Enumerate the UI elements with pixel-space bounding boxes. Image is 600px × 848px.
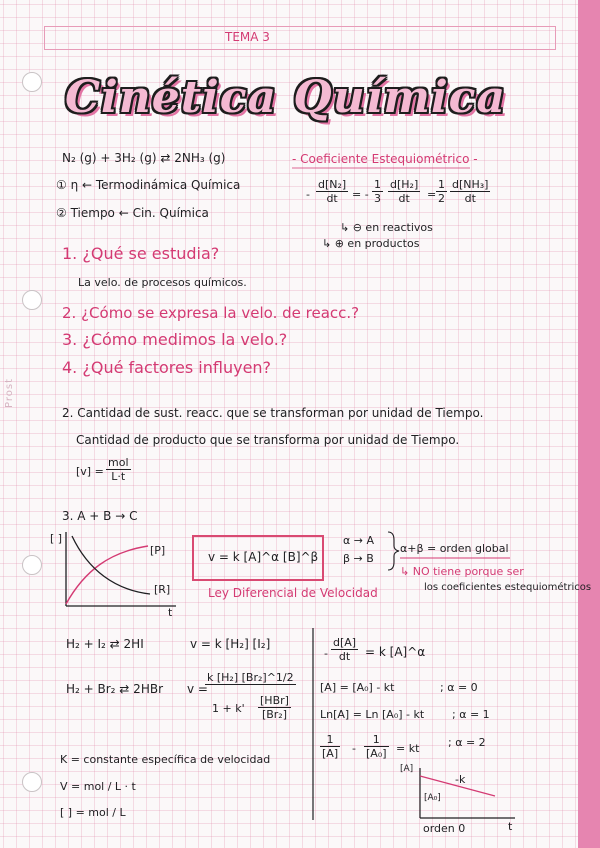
rate-hbr-numerator: k [H₂] [Br₂]^1/2 [207, 671, 294, 684]
order-zero-graph [420, 768, 515, 818]
concentration-graph [66, 532, 176, 606]
brand-watermark: Prost [4, 378, 15, 408]
order-zero-line [420, 776, 495, 796]
brace [388, 532, 399, 570]
coeficiente-title: - Coeficiente Estequiométrico - [292, 152, 478, 166]
alpha-label: α → A [343, 534, 374, 547]
rate-hbr-denominator: 1 + k' [212, 702, 245, 715]
graph2-a0-label: [A₀] [424, 793, 441, 803]
integrated-order-0: [A] = [A₀] - kt [320, 681, 395, 694]
order-global: α+β = orden global [400, 542, 509, 555]
v-units: V = mol / L · t [60, 780, 136, 793]
diff-rhs: = k [A]^α [365, 645, 426, 659]
graph-label-p: [P] [150, 544, 166, 557]
answer-2-line-2: Cantidad de producto que se transforma por unidad de Tiempo. [76, 433, 460, 447]
rate-frac-n2: $\frac{\text{d[N₂]}}{dt}$ [318, 178, 347, 205]
rate-hi: v = k [H₂] [I₂] [190, 637, 271, 651]
graph2-t-label: t [508, 820, 513, 833]
pos-productos: ↳ ⊕ en productos [322, 237, 420, 250]
question-4: 4. ¿Qué factores influyen? [62, 358, 272, 377]
eq-hi: H₂ + I₂ ⇄ 2HI [66, 637, 144, 651]
rate-frac-third: $\frac{1}{3}$ [374, 178, 381, 205]
question-2: 2. ¿Cómo se expresa la velo. de reacc.? [62, 304, 360, 322]
question-1: 1. ¿Qué se estudia? [62, 244, 220, 263]
diff-sign: - [324, 647, 328, 660]
conc-units: [ ] = mol / L [60, 806, 126, 819]
item-termodinamica: ① η ← Termodinámica Química [56, 178, 241, 192]
graph2-slope-label: -k [455, 773, 466, 786]
rate-frac-nh3: $\frac{\text{d[NH₃]}}{dt}$ [452, 178, 489, 205]
integrated-order-2-a: $\frac{1}{[A]}$ [322, 733, 339, 760]
rate-law: v = k [A]^α [B]^β [208, 550, 319, 564]
reactant-curve [72, 536, 150, 594]
no-text-2: los coeficientes estequiométricos [424, 582, 592, 593]
integrated-order-2-b: $\frac{1}{\text{[A₀]}}$ [366, 733, 387, 760]
question-3: 3. ¿Cómo medimos la velo.? [62, 330, 288, 349]
units-frac: mol L·t [108, 456, 129, 483]
rate-frac-half: $\frac{1}{2}$ [438, 178, 445, 205]
graph-label-r: [R] [154, 583, 171, 596]
section3-reaction: 3. A + B → C [62, 509, 138, 523]
eq-hbr: H₂ + Br₂ ⇄ 2HBr [66, 682, 164, 696]
no-text: ↳ NO tiene porque ser [400, 565, 524, 578]
graph2-x-label: orden 0 [423, 822, 466, 835]
law-name: Ley Diferencial de Velocidad [208, 586, 378, 600]
answer-1: La velo. de procesos químicos. [78, 276, 247, 289]
graph2-y-label: [A] [400, 764, 414, 774]
neg-reactivos: ↳ ⊖ en reactivos [340, 221, 433, 234]
rate-sign: - [306, 188, 310, 201]
answer-2-line-1: 2. Cantidad de sust. reacc. que se transforman por unidad de Tiempo. [62, 406, 484, 420]
order-2-cond: ; α = 2 [448, 736, 486, 749]
order-2-rhs: = kt [396, 742, 420, 755]
k-definition: K = constante específica de velocidad [60, 753, 271, 766]
units-v: [v] = [76, 465, 104, 478]
diff-lhs: $\frac{d[A]}{dt}$ [333, 636, 357, 663]
rate-eq-sign-3: = [427, 188, 437, 201]
rate-frac-h2: $\frac{\text{d[H₂]}}{dt}$ [390, 178, 419, 205]
graph-axis-label: [ ] [50, 532, 63, 545]
order-2-minus: - [352, 742, 356, 755]
item-tiempo: ② Tiempo ← Cin. Química [56, 206, 209, 220]
product-curve [66, 546, 148, 604]
page-title: Cinética Química [65, 72, 506, 123]
rate-hbr-inner-frac: [HBr] [Br₂] [260, 694, 289, 721]
tema-label: TEMA 3 [225, 30, 270, 44]
graph-label-t: t [168, 606, 173, 619]
beta-label: β → B [343, 552, 374, 565]
integrated-order-1: Ln[A] = Ln [A₀] - kt [320, 708, 425, 721]
reaction-equation: N₂ (g) + 3H₂ (g) ⇄ 2NH₃ (g) [62, 151, 226, 165]
order-1-cond: ; α = 1 [452, 708, 490, 721]
order-0-cond: ; α = 0 [440, 681, 478, 694]
rate-eq-sign-2: = - [352, 188, 369, 201]
rate-hbr-prefix: v = [187, 682, 208, 696]
